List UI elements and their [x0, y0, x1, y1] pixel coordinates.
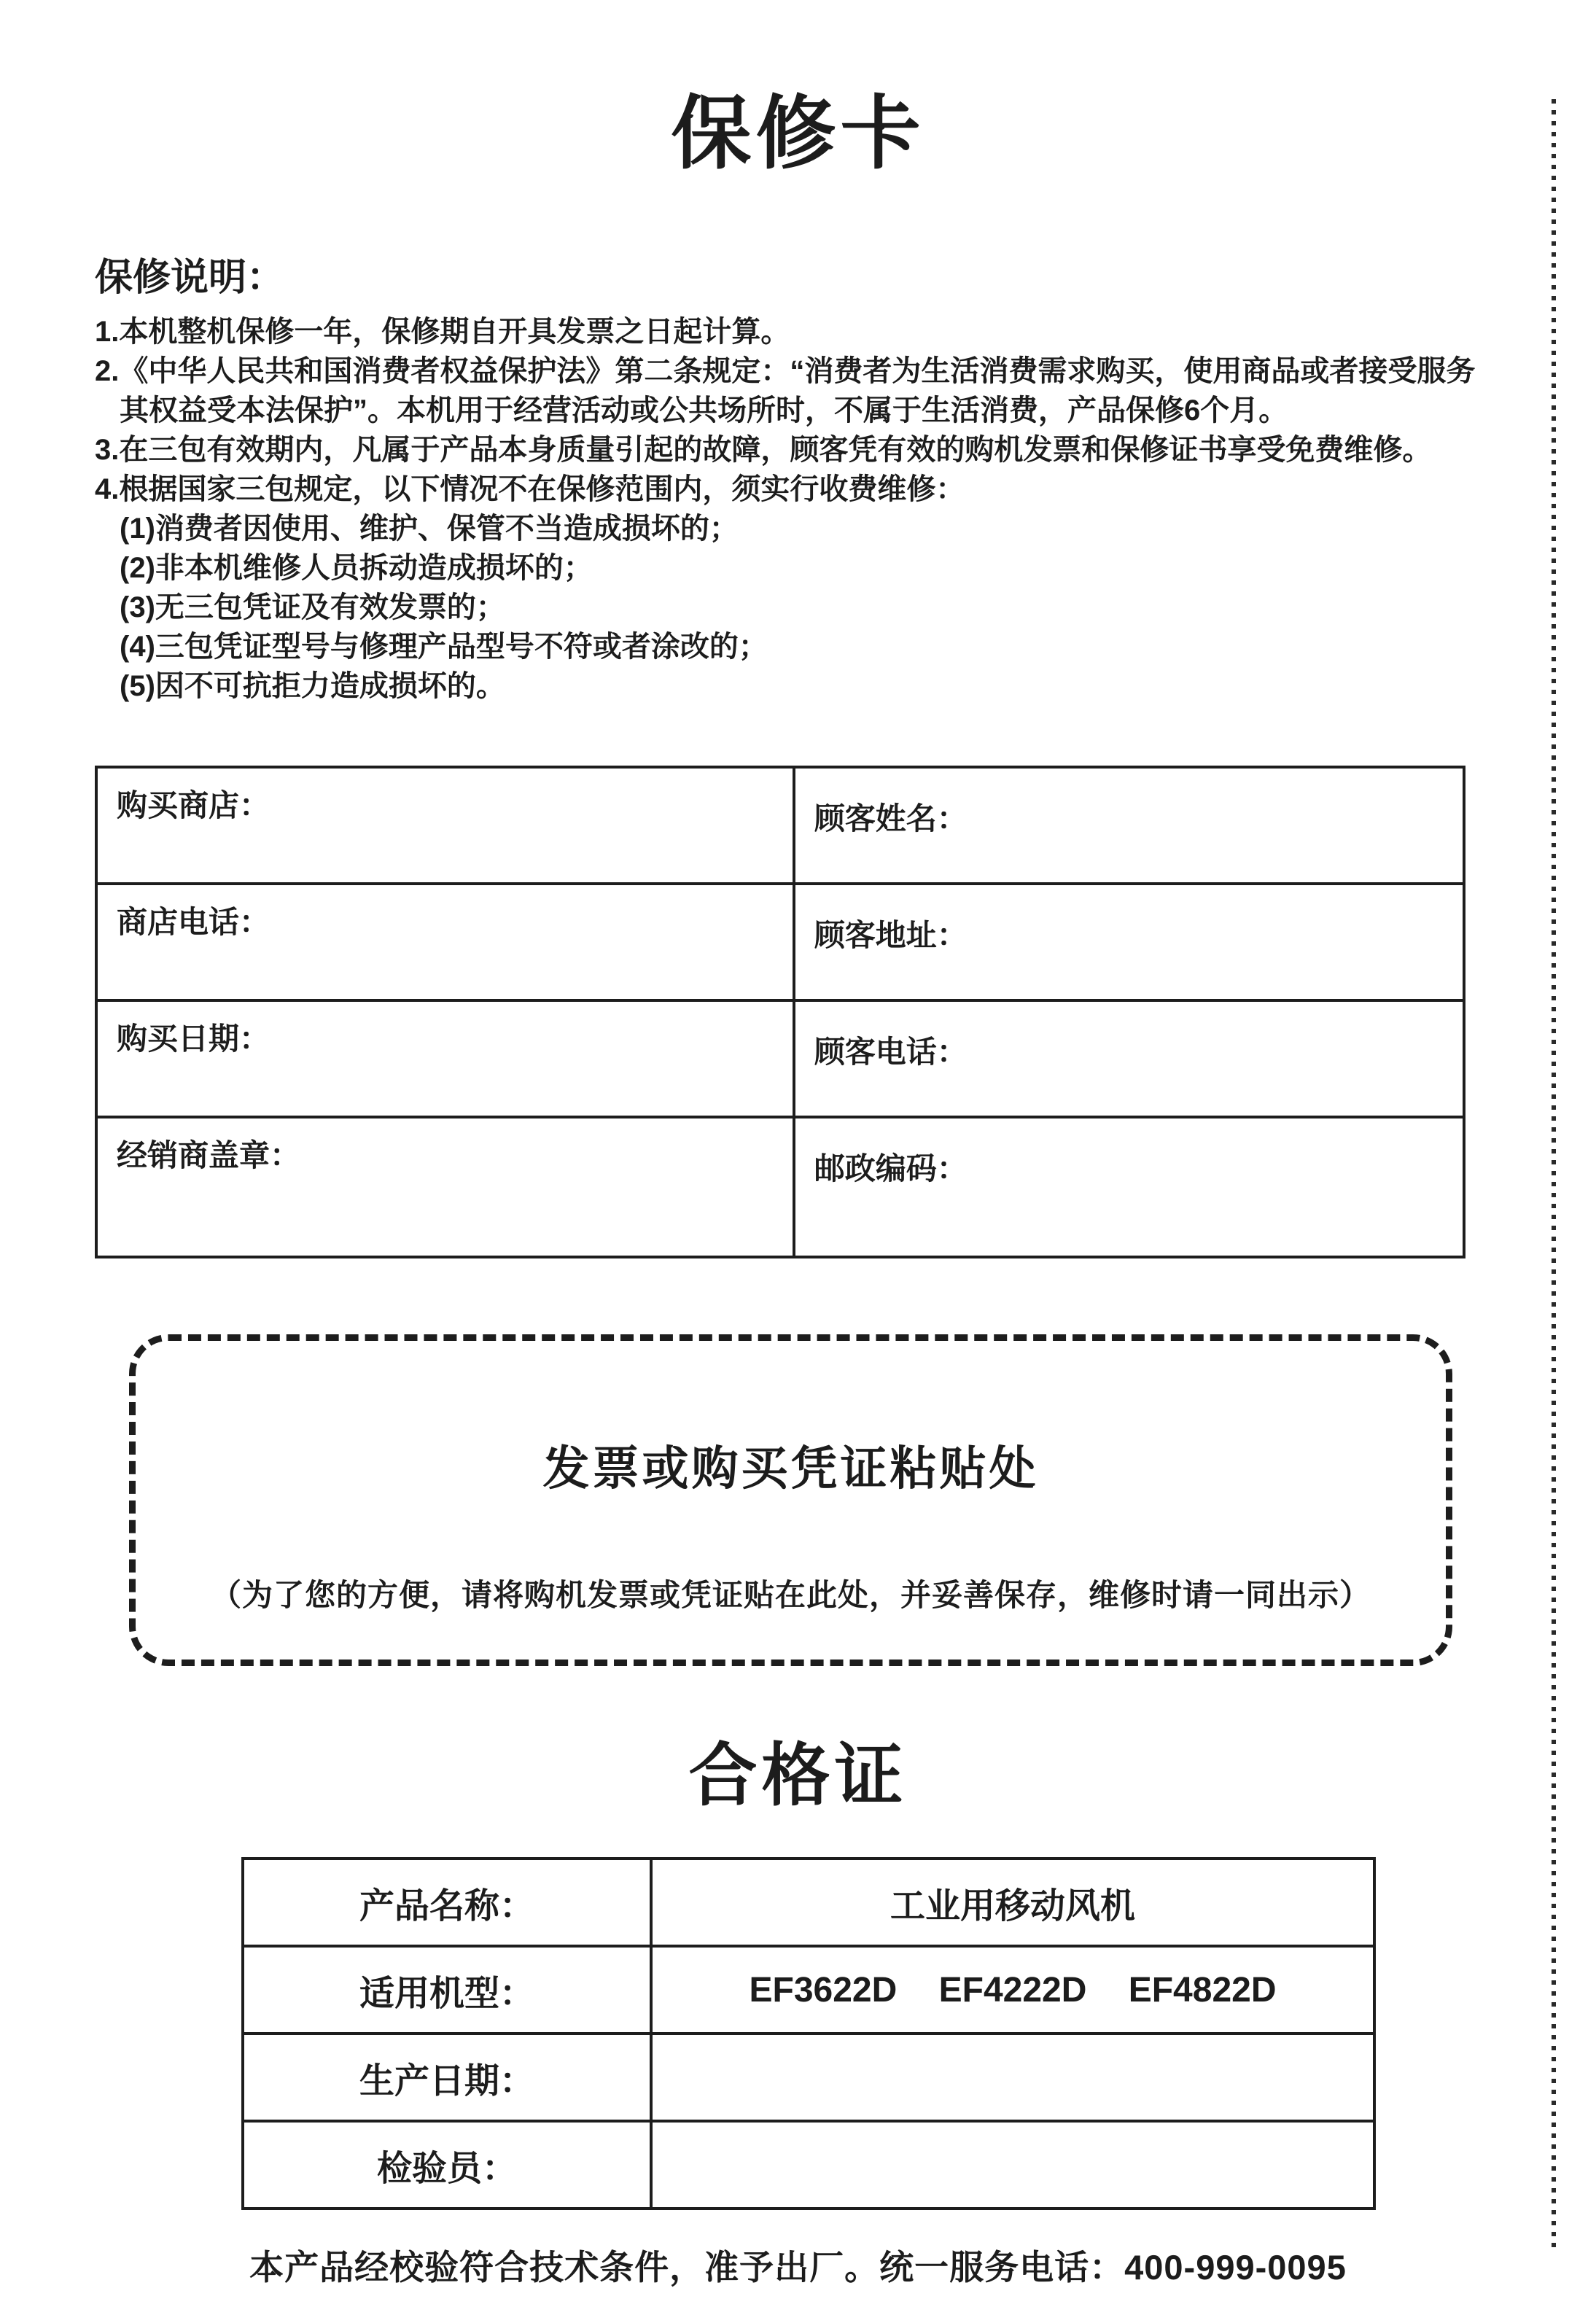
dotted-cut-line	[1552, 99, 1556, 2250]
invoice-paste-note: （为了您的方便，请将购机发票或凭证贴在此处，并妥善保存，维修时请一同出示）	[210, 1578, 1371, 1613]
table-row	[243, 2121, 1374, 2209]
customer-name-cell: 顾客姓名：	[794, 767, 1464, 884]
product-name-label: 产品名称：	[243, 1859, 651, 1946]
table-row	[96, 884, 1464, 1000]
warranty-note-line: 2.《中华人民共和国消费者权益保护法》第二条规定：“消费者为生活消费需求购买，使用商品或者接受服务	[95, 355, 1476, 388]
product-name-value: 工业用移动风机	[651, 1859, 1374, 1946]
warranty-note-line-wrap: 其权益受本法保护”。本机用于经营活动或公共场所时，不属于生活消费，产品保修6个月。	[120, 394, 1288, 427]
customer-address-cell: 顾客地址：	[794, 884, 1464, 1000]
inspector-value	[651, 2121, 1374, 2209]
warranty-note-subitem: (2)非本机维修人员拆动造成损坏的；	[120, 552, 593, 585]
production-date-value	[651, 2034, 1374, 2121]
warranty-note-subitem: (4)三包凭证型号与修理产品型号不符或者涂改的；	[120, 631, 768, 664]
warranty-note-subitem: (3)无三包凭证及有效发票的；	[120, 591, 505, 624]
certificate-title: 合格证	[688, 1737, 908, 1814]
applicable-models-value: EF3622D EF4222D EF4822D	[651, 1946, 1374, 2034]
warranty-note-line: 4.根据国家三包规定，以下情况不在保修范围内，须实行收费维修：	[95, 473, 965, 506]
invoice-paste-title: 发票或购买凭证粘贴处	[542, 1442, 1039, 1495]
production-date-label: 生产日期：	[243, 2034, 651, 2121]
table-row	[96, 1117, 1464, 1257]
purchase-date-cell: 购买日期：	[96, 1000, 794, 1117]
warranty-notes-section	[95, 255, 1596, 706]
table-row	[96, 767, 1464, 884]
warranty-note-line: 1.本机整机保修一年，保修期自开具发票之日起计算。	[95, 316, 790, 349]
warranty-notes-heading: 保修说明：	[95, 257, 285, 299]
certificate-footer-text: 本产品经校验符合技术条件，准予出厂。统一服务电话：400-999-0095	[249, 2248, 1347, 2287]
table-row	[96, 1000, 1464, 1117]
inspector-label: 检验员：	[243, 2121, 651, 2209]
customer-phone-cell: 顾客电话：	[794, 1000, 1464, 1117]
table-row	[243, 2034, 1374, 2121]
warranty-note-line: 3.在三包有效期内，凡属于产品本身质量引起的故障，顾客凭有效的购机发票和保修证书享受免费维修。	[95, 434, 1432, 467]
store-phone-cell: 商店电话：	[96, 884, 794, 1000]
invoice-paste-box	[129, 1334, 1452, 1666]
table-row	[243, 1859, 1374, 1946]
dealer-stamp-cell: 经销商盖章：	[96, 1117, 794, 1257]
table-row	[243, 1946, 1374, 2034]
purchase-info-table	[95, 766, 1465, 1258]
warranty-note-subitem: (5)因不可抗拒力造成损坏的。	[120, 670, 505, 703]
purchase-store-cell: 购买商店：	[96, 767, 794, 884]
postal-code-cell: 邮政编码：	[794, 1117, 1464, 1257]
certificate-table	[241, 1857, 1376, 2210]
applicable-models-label: 适用机型：	[243, 1946, 651, 2034]
page-title: 保修卡	[671, 89, 925, 179]
warranty-note-subitem: (1)消费者因使用、维护、保管不当造成损坏的；	[120, 513, 739, 545]
